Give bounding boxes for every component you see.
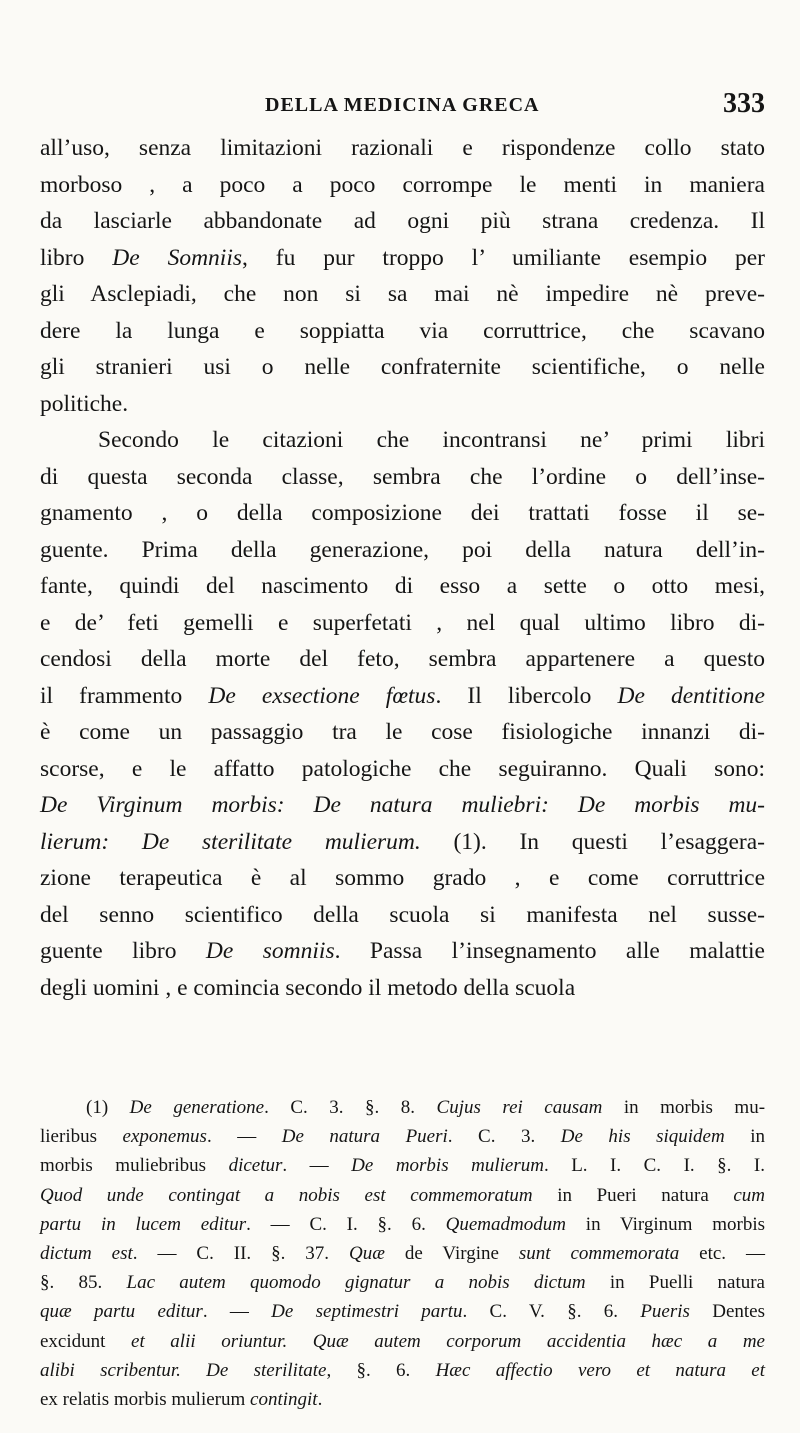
- italic-text: De his siquidem: [560, 1126, 725, 1148]
- text-run: ex relatis morbis mulierum: [40, 1389, 251, 1411]
- text-run: . C. 3. §. 8.: [264, 1097, 437, 1118]
- italic-text: alibi scribentur. De sterilitate: [40, 1359, 327, 1381]
- page-number: 333: [723, 88, 765, 119]
- text-run: gli stranieri usi o nelle confraternite scientifiche, o nelle: [40, 354, 765, 380]
- page-header: [40, 88, 765, 128]
- italic-text: Quemadmodum: [445, 1213, 566, 1235]
- text-run: cendosi della morte del feto, sembra appartenere a questo: [40, 646, 765, 672]
- text-line: [40, 203, 765, 240]
- text-run: in morbis mu-: [602, 1097, 766, 1118]
- text-run: del senno scientifico della scuola si manifesta nel susse-: [40, 901, 765, 928]
- italic-text: De Virginum morbis: De natura muliebri: De morbis mu-: [40, 792, 765, 818]
- text-run: .: [317, 1389, 323, 1411]
- italic-text: Quod unde contingat a nobis est commemoratum: [40, 1184, 533, 1206]
- text-line: [40, 1239, 765, 1268]
- text-run: morbis muliebribus: [40, 1155, 229, 1177]
- text-line: [40, 276, 765, 313]
- italic-text: dictum est: [40, 1243, 133, 1265]
- text-run: . — C. I. §. 6.: [246, 1213, 446, 1235]
- text-line: [40, 1297, 765, 1326]
- italic-text: De septimestri partu: [271, 1301, 463, 1323]
- text-run: . —: [202, 1301, 272, 1323]
- text-line: [40, 1181, 765, 1210]
- text-line: [40, 1385, 765, 1414]
- text-run: in Puelli natura: [585, 1272, 765, 1294]
- italic-text: contingit: [250, 1389, 318, 1411]
- text-run: etc. —: [679, 1243, 765, 1265]
- text-run: fante, quindi del nascimento di esso a sette o otto mesi,: [40, 573, 765, 599]
- text-run: . — C. II. §. 37.: [132, 1243, 349, 1265]
- text-run: in Pueri natura: [532, 1184, 734, 1206]
- text-run: §. 85.: [40, 1272, 127, 1294]
- text-run: . C. V. §. 6.: [462, 1301, 641, 1323]
- text-run: . Passa l’insegnamento alle malattie: [334, 938, 765, 964]
- italic-text: Pueris: [640, 1301, 690, 1323]
- text-line: [40, 1151, 765, 1180]
- text-line: [40, 459, 765, 496]
- text-run: politiche.: [40, 390, 129, 417]
- text-run: (1): [86, 1097, 130, 1118]
- text-run: (1). In questi l’esaggera-: [420, 828, 765, 855]
- italic-text: Cujus rei causam: [436, 1097, 603, 1118]
- text-line: [40, 422, 765, 459]
- text-run: di questa seconda classe, sembra che l’ordine o dell’inse-: [40, 463, 765, 490]
- footnote: [40, 1093, 765, 1414]
- text-line: [40, 1210, 765, 1239]
- text-run: gli Asclepiadi, che non si sa mai nè impedire nè preve-: [40, 281, 765, 307]
- text-line: [40, 641, 765, 678]
- text-run: Secondo le citazioni che incontransi ne’ primi libri: [98, 427, 765, 453]
- text-run: . —: [282, 1155, 352, 1177]
- text-run: all’uso, senza limitazioni razionali e rispondenze collo stato: [40, 135, 765, 161]
- italic-text: De Somniis: [112, 244, 242, 271]
- text-line: [40, 933, 765, 970]
- italic-text: Quæ: [349, 1243, 385, 1265]
- text-line: [40, 751, 765, 788]
- text-line: [40, 897, 765, 934]
- text-run: . C. 3.: [447, 1126, 561, 1148]
- text-run: è come un passaggio tra le cose fisiologiche innanzi di-: [40, 719, 765, 745]
- text-run: scorse, e le affatto patologiche che seguiranno. Quali sono:: [40, 755, 765, 782]
- italic-text: sunt commemorata: [518, 1243, 680, 1265]
- running-head: DELLA MEDICINA GRECA: [265, 94, 540, 116]
- text-line: [40, 568, 765, 605]
- text-run: de Virgine: [384, 1243, 519, 1265]
- text-run: gnamento , o della composizione dei trattati fosse il se-: [40, 500, 765, 526]
- italic-text: Lac autem quomodo gignatur a nobis dictum: [126, 1272, 586, 1294]
- text-run: libro: [40, 244, 113, 271]
- text-run: Dentes: [689, 1301, 765, 1323]
- text-line: [40, 349, 765, 386]
- text-line: [40, 787, 765, 824]
- text-run: e de’ feti gemelli e superfetati , nel qual ultimo libro di-: [40, 609, 765, 636]
- paragraph: [40, 422, 765, 1006]
- text-line: [40, 313, 765, 350]
- italic-text: partu in lucem editur: [40, 1213, 247, 1235]
- text-line: [40, 130, 765, 167]
- text-run: . L. I. C. I. §. I.: [543, 1155, 765, 1177]
- paragraph: [40, 130, 765, 422]
- text-run: in Virginum morbis: [565, 1213, 765, 1235]
- text-line: [40, 678, 765, 715]
- text-line: [40, 1356, 765, 1385]
- text-line: [40, 532, 765, 569]
- italic-text: exponemus: [122, 1126, 207, 1148]
- text-run: guente. Prima della generazione, poi della natura dell’in-: [40, 536, 765, 563]
- italic-text: De exsectione fœtus: [208, 682, 436, 709]
- text-run: lieribus: [40, 1126, 123, 1148]
- text-line: [40, 970, 765, 1007]
- text-run: excidunt: [40, 1330, 132, 1352]
- text-line: [40, 240, 765, 277]
- italic-text: lierum: De sterilitate mulierum.: [40, 828, 421, 855]
- text-run: , fu pur troppo l’ umiliante esempio per: [242, 244, 766, 271]
- text-line: [40, 824, 765, 861]
- text-run: da lasciarle abbandonate ad ogni più strana credenza. Il: [40, 208, 765, 234]
- text-run: . —: [206, 1126, 282, 1148]
- text-line: [40, 167, 765, 204]
- text-run: morboso , a poco a poco corrompe le menti in maniera: [40, 171, 765, 198]
- text-line: [40, 1093, 765, 1122]
- text-line: [40, 1122, 765, 1151]
- text-line: [40, 1327, 765, 1356]
- text-line: [40, 386, 765, 423]
- text-run: degli uomini , e comincia secondo il metodo della scuola: [40, 974, 576, 1001]
- italic-text: De somniis: [205, 938, 335, 964]
- italic-text: cum: [733, 1184, 765, 1206]
- italic-text: Hæc affectio vero et natura et: [435, 1359, 765, 1381]
- italic-text: quæ partu editur: [40, 1301, 203, 1323]
- text-line: [40, 714, 765, 751]
- italic-text: De generatione: [129, 1097, 265, 1118]
- text-run: guente libro: [40, 938, 206, 964]
- text-run: zione terapeutica è al sommo grado , e come corruttrice: [40, 865, 765, 891]
- italic-text: et alii oriuntur. Quæ autem corporum accidentia hæc a me: [131, 1330, 765, 1352]
- text-run: il frammento: [40, 682, 209, 709]
- text-run: , §. 6.: [326, 1359, 436, 1381]
- text-line: [40, 605, 765, 642]
- italic-text: De dentitione: [617, 682, 765, 709]
- italic-text: De morbis mulierum: [351, 1155, 544, 1177]
- text-line: [40, 860, 765, 897]
- text-line: [40, 495, 765, 532]
- italic-text: dicetur: [228, 1155, 283, 1177]
- text-line: [40, 1268, 765, 1297]
- text-run: . Il libercolo: [435, 682, 618, 709]
- italic-text: De natura Pueri: [281, 1126, 448, 1148]
- text-run: dere la lunga e soppiatta via corruttrice, che scavano: [40, 317, 765, 344]
- body-text: [40, 130, 765, 1006]
- text-run: in: [724, 1126, 766, 1148]
